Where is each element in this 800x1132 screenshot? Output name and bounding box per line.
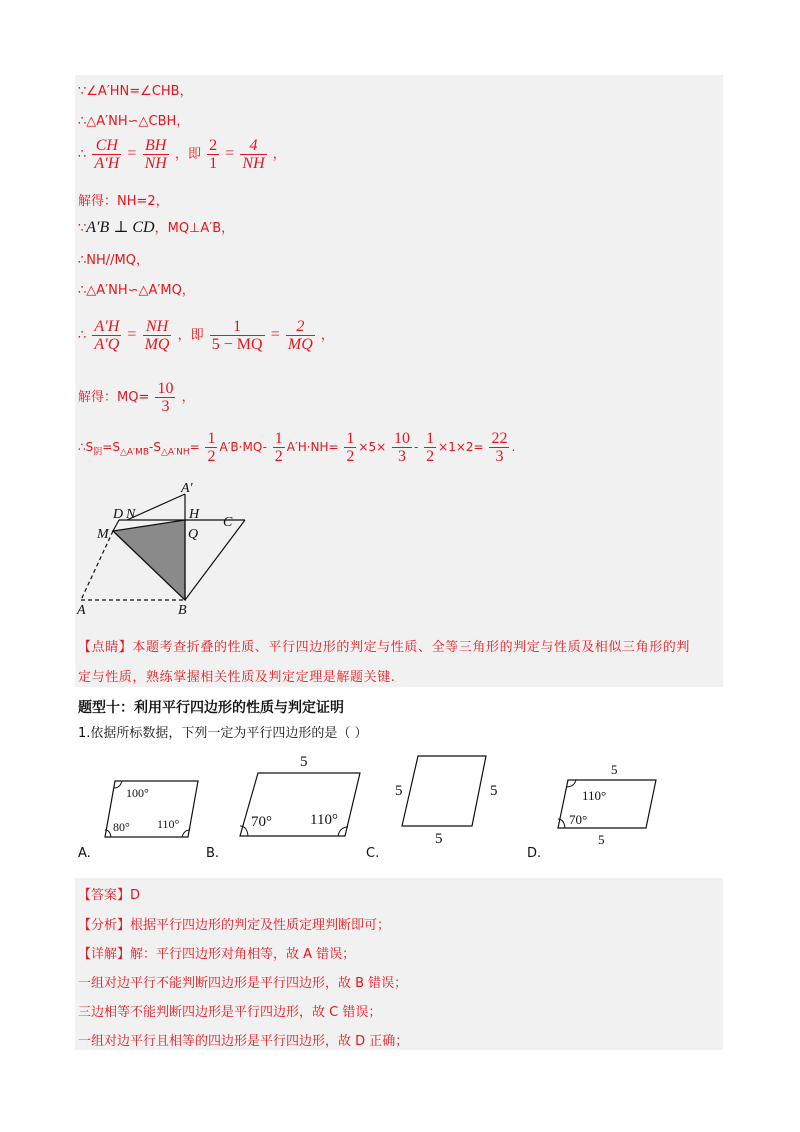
fraction: $\frac{1}{2}$: [346, 430, 355, 465]
answer-line-4: 一组对边平行不能判断四边形是平行四边形，故 B 错误；: [78, 976, 408, 991]
angle-80: 80°: [113, 820, 130, 834]
edge-n-aprime: [127, 494, 185, 520]
solution-line-1: ∵∠A′HN=∠CHB，: [78, 84, 193, 99]
fraction: $\frac{10}{3}$: [157, 380, 174, 415]
side-top-5: 5: [611, 762, 618, 777]
option-d-label: D.: [527, 846, 542, 861]
option-b-figure: [232, 752, 372, 842]
comment-tag: 【点睛】: [78, 640, 133, 655]
label-d: D: [113, 507, 124, 522]
fraction: $\frac{A'H}{A'Q}$: [94, 318, 120, 353]
solution-line-3: ∴ $\frac{CH}{A'H}$ = $\frac{BH}{NH}$ ，即 $\frac{2}{1}$ = $\frac{4}{NH}$ ，: [78, 137, 286, 172]
solution-line-5: ∵A′B ⊥ CD，MQ⊥A′B，: [78, 219, 235, 236]
angle-100: 100°: [126, 786, 149, 800]
fraction: $\frac{22}{3}$: [491, 430, 508, 465]
fraction: $\frac{BH}{NH}$: [144, 137, 167, 172]
option-c-figure: [390, 750, 510, 845]
option-d-figure: [550, 758, 680, 848]
answer-line-3: 【详解】解：平行四边形对角相等，故 A 错误；: [78, 947, 356, 962]
side-left-5: 5: [395, 783, 403, 799]
question-text: 1.依据所标数据，下列一定为平行四边形的是（ ）: [78, 726, 368, 741]
side-bottom-5: 5: [435, 831, 443, 845]
option-a-label: A.: [78, 846, 91, 861]
fraction: $\frac{2}{1}$: [209, 137, 218, 172]
angle-110: 110°: [310, 812, 338, 828]
comment-line-2: 定与性质，熟练掌握相关性质及判定定理是解题关键.: [78, 670, 396, 685]
label-h: H: [189, 507, 200, 522]
side-bottom-5: 5: [598, 832, 605, 847]
answer-line-2: 【分析】根据平行四边形的判定及性质定理判断即可；: [78, 918, 391, 933]
answer-line-1: 【答案】D: [78, 888, 141, 903]
fold-parallelogram-figure: [75, 480, 275, 620]
solution-line-10: $\therefore S_阴=S_{\triangle A'MB}-S_{\triangle A'NH}=$ $\frac{1}{2}$ A′B·MQ- $\frac{1}{2}$ A′H·NH= $\frac{1}{2}$ ×5× $\frac{10}{3}$ - $\frac{1}{2}$ ×1×2= $\frac{22}{3}$ .: [78, 430, 516, 465]
angle-110: 110°: [582, 788, 607, 803]
side-right-5: 5: [490, 783, 498, 799]
solution-line-6: ∴NH//MQ，: [78, 253, 149, 268]
answer-panel: [75, 878, 723, 1050]
fraction: $\frac{CH}{A'H}$: [94, 137, 120, 172]
solution-line-8: ∴ $\frac{A'H}{A'Q}$ = $\frac{NH}{MQ}$ ，即 $\frac{1}{5 - MQ}$ = $\frac{2}{MQ}$ ，: [78, 318, 334, 353]
comment-line-1: 【点睛】本题考查折叠的性质、平行四边形的判定与性质、全等三角形的判定与性质及相似三角形的判: [78, 640, 691, 655]
side-top-5: 5: [300, 754, 308, 770]
fraction: $\frac{1}{2}$: [274, 430, 283, 465]
label-q: Q: [188, 527, 199, 542]
fraction: $\frac{4}{NH}$: [242, 137, 265, 172]
answer-line-6: 一组对边平行且相等的四边形是平行四边形，故 D 正确；: [78, 1034, 409, 1049]
option-c-label: C.: [366, 846, 380, 861]
fraction: $\frac{NH}{MQ}$: [144, 318, 170, 353]
fraction: $\frac{1}{5 - MQ}$: [211, 318, 263, 353]
label-c: C: [223, 515, 233, 530]
label-a: A: [77, 603, 86, 618]
angle-70: 70°: [251, 814, 272, 830]
fraction: $\frac{1}{2}$: [426, 430, 435, 465]
label-n: N: [126, 507, 136, 522]
solution-line-2: ∴△A′NH∽△CBH，: [78, 114, 190, 129]
solution-line-4: 解得：NH=2，: [78, 194, 169, 209]
fraction: $\frac{10}{3}$: [394, 430, 410, 465]
option-b-label: B.: [206, 846, 220, 861]
section-title: 题型十：利用平行四边形的性质与判定证明: [78, 700, 344, 716]
solution-line-9: 解得：MQ= $\frac{10}{3}$ ，: [78, 380, 195, 415]
fraction: $\frac{2}{MQ}$: [287, 318, 313, 353]
solution-line-7: ∴△A′NH∽△A′MQ，: [78, 283, 195, 298]
angle-110: 110°: [157, 817, 180, 831]
answer-line-5: 三边相等不能判断四边形是平行四边形，故 C 错误；: [78, 1005, 382, 1020]
label-b: B: [178, 603, 187, 618]
label-m: M: [97, 527, 109, 542]
fraction: $\frac{1}{2}$: [207, 430, 216, 465]
shaded-triangle: [113, 520, 185, 600]
label-aprime: A′: [181, 481, 193, 496]
option-a-figure: [100, 775, 230, 845]
angle-70: 70°: [569, 812, 588, 827]
